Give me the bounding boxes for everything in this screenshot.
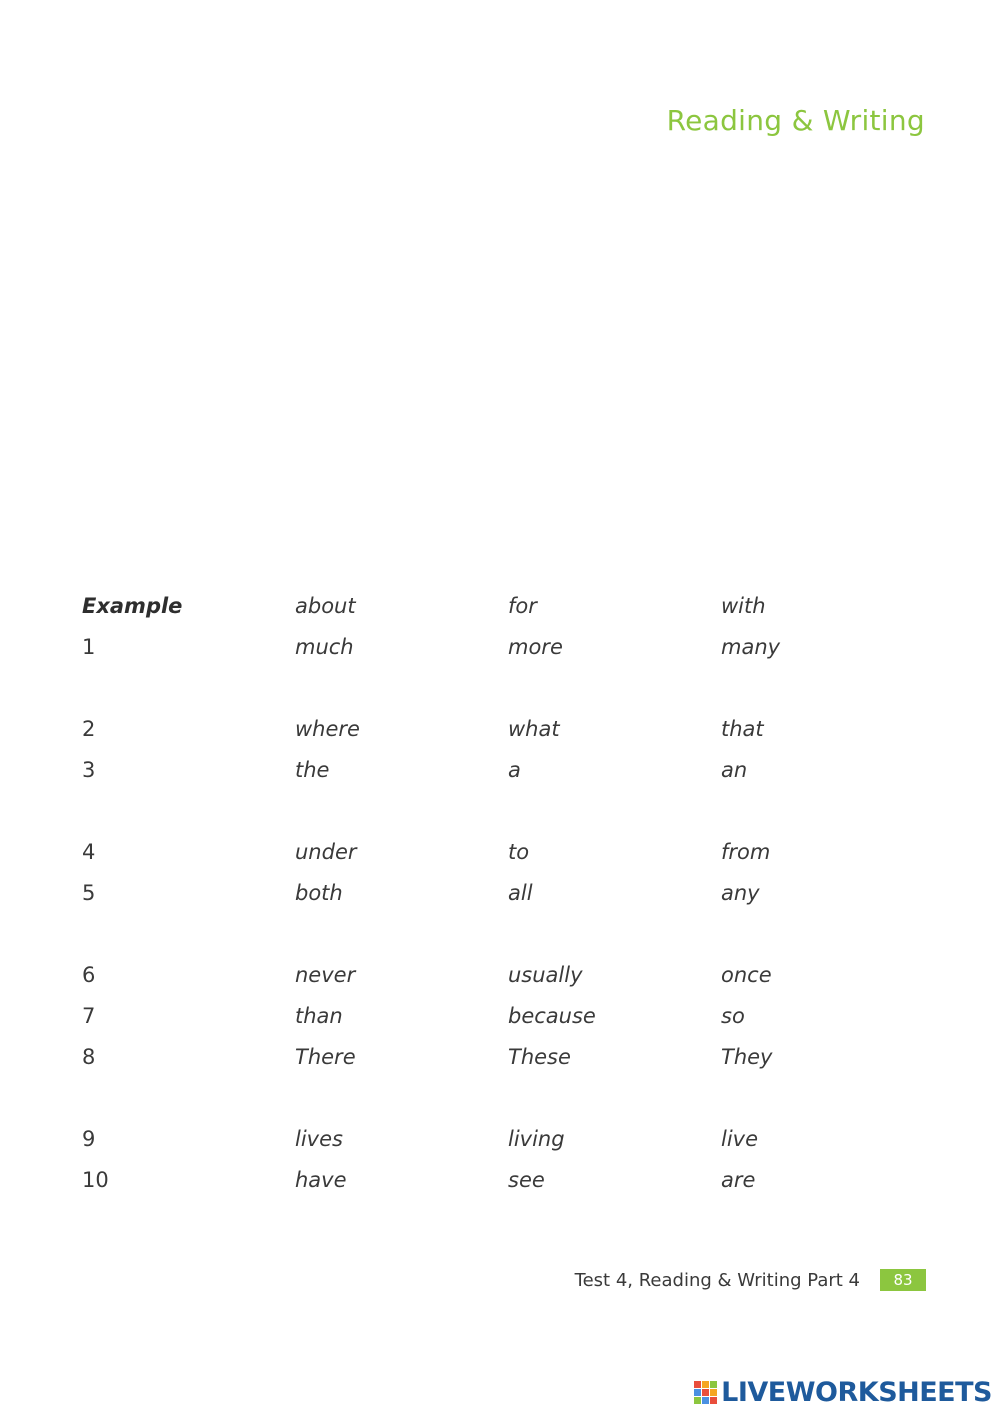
option-a: where bbox=[295, 717, 360, 741]
option-c: with bbox=[721, 594, 766, 618]
page-number-badge: 83 bbox=[880, 1269, 926, 1291]
option-a: both bbox=[295, 881, 343, 905]
option-c: live bbox=[721, 1127, 759, 1151]
option-a: never bbox=[295, 963, 356, 987]
option-a: There bbox=[295, 1045, 356, 1069]
option-c: are bbox=[721, 1168, 756, 1192]
row-number: 10 bbox=[82, 1168, 109, 1192]
option-b: These bbox=[508, 1045, 571, 1069]
option-a: the bbox=[295, 758, 330, 782]
option-c: an bbox=[721, 758, 748, 782]
page-footer bbox=[575, 1268, 926, 1292]
option-c: once bbox=[721, 963, 772, 987]
table-row bbox=[82, 629, 922, 670]
option-a: lives bbox=[295, 1127, 343, 1151]
table-row bbox=[82, 957, 922, 998]
row-number: 6 bbox=[82, 963, 96, 987]
table-row bbox=[82, 834, 922, 875]
option-b: see bbox=[508, 1168, 545, 1192]
liveworksheets-logo bbox=[694, 1377, 992, 1407]
logo-grid-icon bbox=[694, 1381, 717, 1404]
option-b: living bbox=[508, 1127, 565, 1151]
option-c: so bbox=[721, 1004, 745, 1028]
table-row-example bbox=[82, 588, 922, 629]
option-c: from bbox=[721, 840, 771, 864]
table-row bbox=[82, 998, 922, 1039]
option-b: all bbox=[508, 881, 533, 905]
option-b: because bbox=[508, 1004, 596, 1028]
option-b: usually bbox=[508, 963, 583, 987]
table-row bbox=[82, 711, 922, 752]
option-c: any bbox=[721, 881, 760, 905]
row-number: 8 bbox=[82, 1045, 96, 1069]
option-c: They bbox=[721, 1045, 773, 1069]
option-a: much bbox=[295, 635, 354, 659]
option-c: that bbox=[721, 717, 764, 741]
option-b: a bbox=[508, 758, 521, 782]
row-number: 9 bbox=[82, 1127, 96, 1151]
table-row bbox=[82, 1162, 922, 1203]
answer-options-table bbox=[82, 588, 922, 1203]
row-label: Example bbox=[82, 594, 183, 618]
row-number: 7 bbox=[82, 1004, 96, 1028]
table-row bbox=[82, 1121, 922, 1162]
row-number: 5 bbox=[82, 881, 96, 905]
page-section-title: Reading & Writing bbox=[666, 104, 925, 137]
row-number: 4 bbox=[82, 840, 96, 864]
option-b: what bbox=[508, 717, 560, 741]
option-a: about bbox=[295, 594, 356, 618]
logo-wordmark: LIVEWORKSHEETS bbox=[721, 1376, 992, 1408]
row-number: 1 bbox=[82, 635, 96, 659]
option-a: have bbox=[295, 1168, 347, 1192]
option-b: for bbox=[508, 594, 537, 618]
option-b: to bbox=[508, 840, 530, 864]
option-a: than bbox=[295, 1004, 343, 1028]
row-number: 2 bbox=[82, 717, 96, 741]
option-c: many bbox=[721, 635, 781, 659]
option-b: more bbox=[508, 635, 563, 659]
footer-caption: Test 4, Reading & Writing Part 4 bbox=[574, 1269, 860, 1291]
table-row bbox=[82, 875, 922, 916]
table-row bbox=[82, 752, 922, 793]
row-number: 3 bbox=[82, 758, 96, 782]
table-row bbox=[82, 1039, 922, 1080]
option-a: under bbox=[295, 840, 357, 864]
